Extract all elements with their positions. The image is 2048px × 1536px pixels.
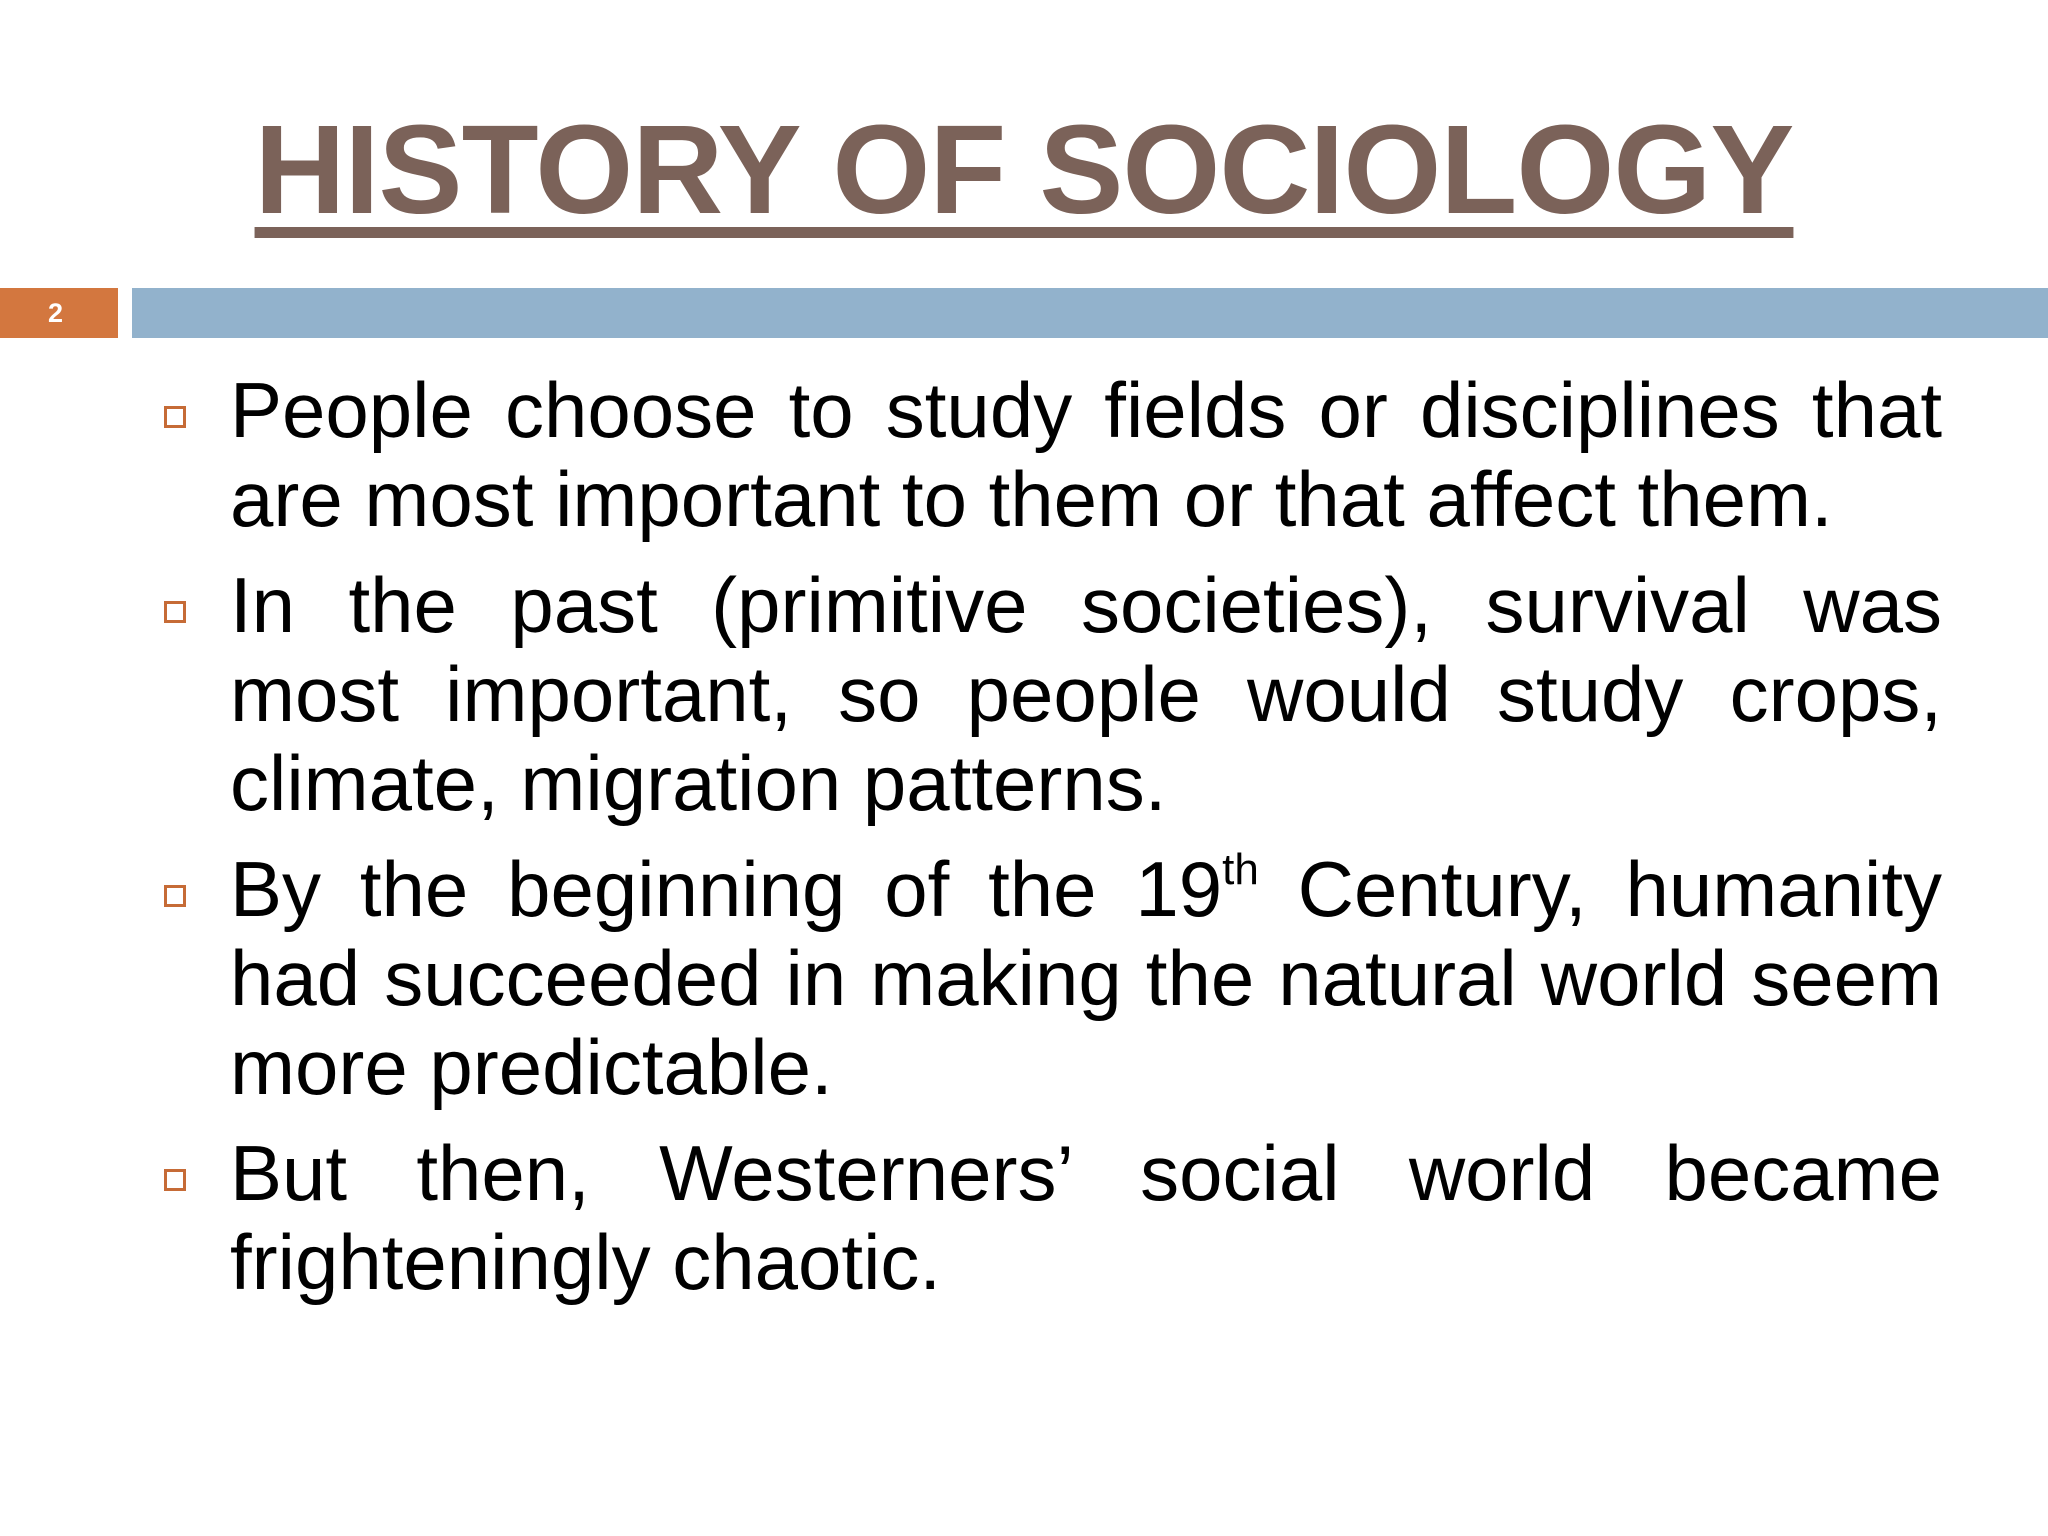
bullet-list [156, 366, 1942, 1324]
hollow-square-bullet-icon [164, 406, 186, 428]
bullet-text: But then, Westerners’ social world became frighteningly chaotic. [230, 1129, 1942, 1306]
slide-title: HISTORY OF SOCIOLOGY [254, 99, 1794, 240]
hollow-square-bullet-icon [164, 601, 186, 623]
bullet-item [156, 366, 1942, 544]
bullet-text-after: Century, humanity had succeeded in making the natural world seem more predictable. [230, 845, 1942, 1111]
page-number-badge [0, 288, 118, 338]
bullet-text: People choose to study fields or disciplines that are most important to them or that affect them. [230, 366, 1942, 543]
bullet-item [156, 845, 1942, 1112]
hollow-square-bullet-icon [164, 1169, 186, 1191]
bullet-text: In the past (primitive societies), survival was most important, so people would study crops, climate, migration patterns. [230, 561, 1942, 827]
bullet-item [156, 1129, 1942, 1307]
bullet-text-before: By the beginning of the 19 [230, 845, 1223, 933]
header-rule-bar [132, 288, 2048, 338]
bullet-item [156, 561, 1942, 828]
ordinal-superscript: th [1222, 845, 1259, 894]
hollow-square-bullet-icon [164, 885, 186, 907]
page-number: 2 [48, 298, 64, 328]
